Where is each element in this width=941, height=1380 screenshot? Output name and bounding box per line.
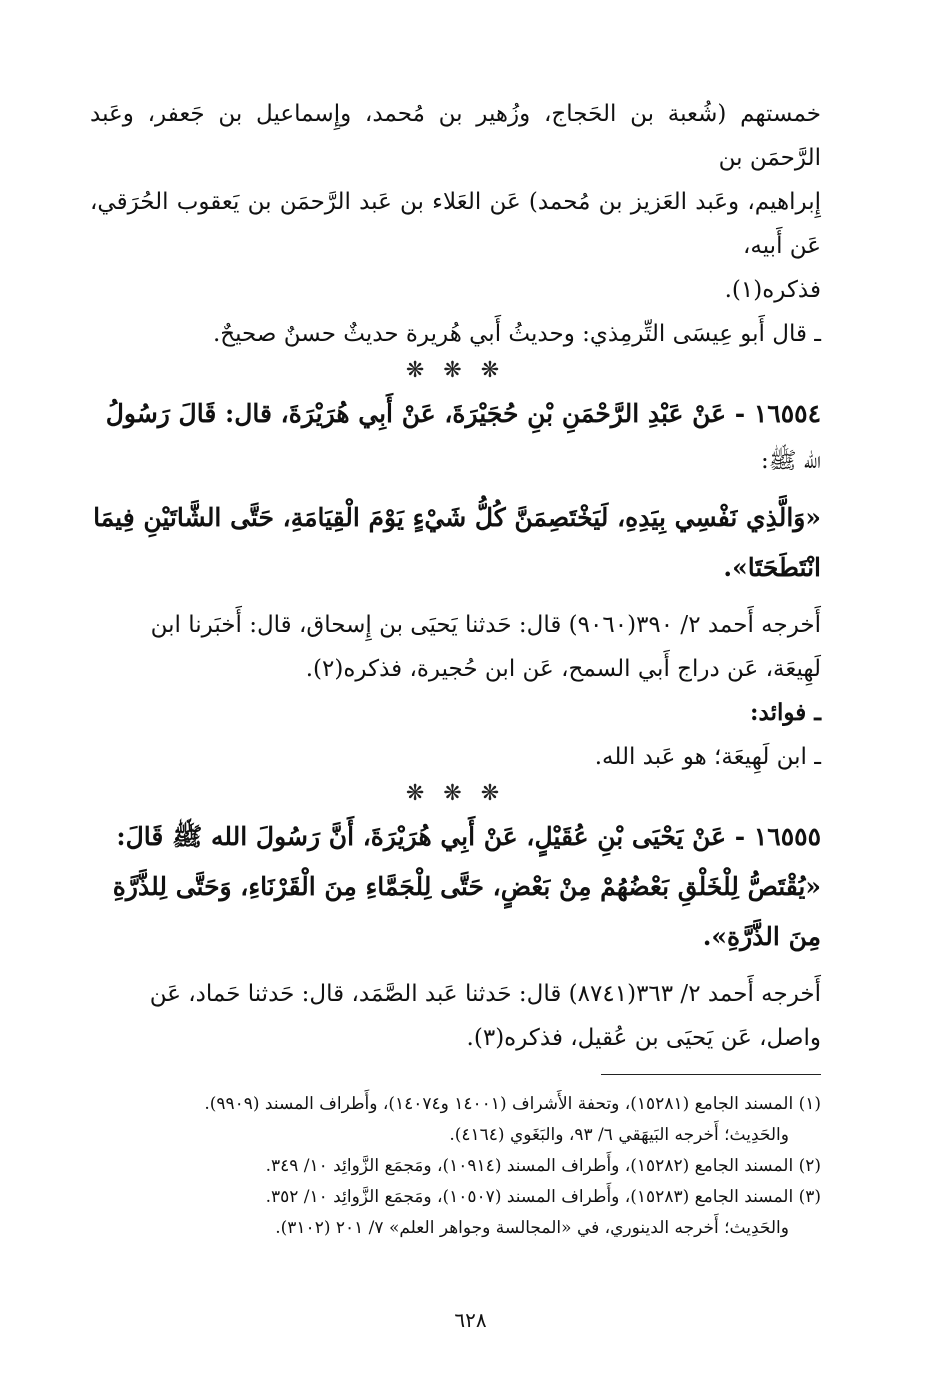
text-line: واصل، عَن يَحيَى بن عُقيل، فذكره(٣). <box>466 1025 821 1051</box>
footnote-line: (٣) المسند الجامع (١٥٢٨٣)، وأَطراف المسند (١٠٥٠٧)، ومَجمَع الزَّوائِد ١٠/ ٣٥٢. <box>265 1187 821 1207</box>
footnote-line: (١) المسند الجامع (١٥٢٨١)، وتحفة الأَشراف (١٤٠٠١ و١٤٠٧٤)، وأَطراف المسند (٩٩٠٩). <box>204 1094 821 1114</box>
footnote-line: والحَدِيث؛ أَخرجه البَيهَقي ٦/ ٩٣، والبَغَوي (٤١٦٤). <box>449 1125 789 1145</box>
page-number: ٦٢٨ <box>454 1308 487 1332</box>
hadith-text-line: «وَالَّذِي نَفْسِي بِيَدِهِ، لَيَخْتَصِمَنَّ كُلُّ شَيْءٍ يَوْمَ الْقِيَامَةِ، حَتَّى الشَّاتَيْنِ فِيمَا <box>93 503 821 532</box>
text-line: ـ قال أَبو عِيسَى التِّرمِذي: وحديثُ أَبي هُريرة حديثٌ حسنٌ صحيحٌ. <box>212 321 821 347</box>
hadith-line: ١٦٥٥٤ - عَنْ عَبْدِ الرَّحْمَنِ بْنِ حُجَيْرَةَ، عَنْ أَبِي هُرَيْرَةَ، قال: قَالَ رَسُولُ <box>105 399 821 428</box>
hadith-text-line: «يُقْتَصُّ لِلْخَلْقِ بَعْضُهُمْ مِنْ بَعْضٍ، حَتَّى لِلْجَمَّاءِ مِنَ الْقَرْنَاءِ، وَحَتَّى لِلذَّرَّةِ <box>112 872 821 901</box>
hadith-line: ١٦٥٥٥ - عَنْ يَحْيَى بْنِ عُقَيْلٍ، عَنْ أَبِي هُرَيْرَةَ، أَنَّ رَسُولَ الله ﷺ قَالَ: <box>116 822 821 851</box>
benefits-heading: ـ فوائد: <box>750 699 821 726</box>
text-line: ـ ابن لَهِيعَة؛ هو عَبد الله. <box>594 744 821 770</box>
text-line: أَخرجه أَحمد ٢/ ٣٦٣(٨٧٤١) قال: حَدثنا عَبد الصَّمَد، قال: حَدثنا حَماد، عَن <box>149 981 821 1007</box>
footnote-rule <box>601 1074 821 1075</box>
text-line: لَهِيعَة، عَن دراج أَبي السمح، عَن ابن حُجيرة، فذكره(٢). <box>305 656 821 682</box>
text-line: أَخرجه أَحمد ٢/ ٣٩٠(٩٠٦٠) قال: حَدثنا يَحيَى بن إِسحاق، قال: أَخبَرنا ابن <box>150 612 821 638</box>
text-line: إِبراهيم، وعَبد العَزيز بن مُحمد) عَن العَلاء بن عَبد الرَّحمَن بن يَعقوب الحُرَقي، عَن أَبيه، <box>90 189 821 259</box>
footnote-line: والحَدِيث؛ أَخرجه الدينوري، في «المجالسة وجواهر العلم» ٧/ ٢٠١ (٣١٠٢). <box>275 1218 789 1238</box>
page-body <box>90 92 821 1340</box>
footnote-line: (٢) المسند الجامع (١٥٢٨٢)، وأَطراف المسند (١٠٩١٤)، ومَجمَع الزَّوائِد ١٠/ ٣٤٩. <box>265 1156 821 1176</box>
section-separator: ❋ ❋ ❋ <box>405 358 506 383</box>
hadith-text-line: مِنَ الذَّرَّةِ». <box>702 922 821 951</box>
section-separator: ❋ ❋ ❋ <box>405 781 506 806</box>
text-line: خمستهم (شُعبة بن الحَجاج، وزُهير بن مُحمد، وإِسماعيل بن جَعفر، وعَبد الرَّحمَن بن <box>90 101 821 171</box>
text-line: الله ﷺ: <box>760 448 821 474</box>
text-line: فذكره(١). <box>724 277 821 303</box>
hadith-text-line: انْتَطَحَتَا». <box>723 553 821 582</box>
